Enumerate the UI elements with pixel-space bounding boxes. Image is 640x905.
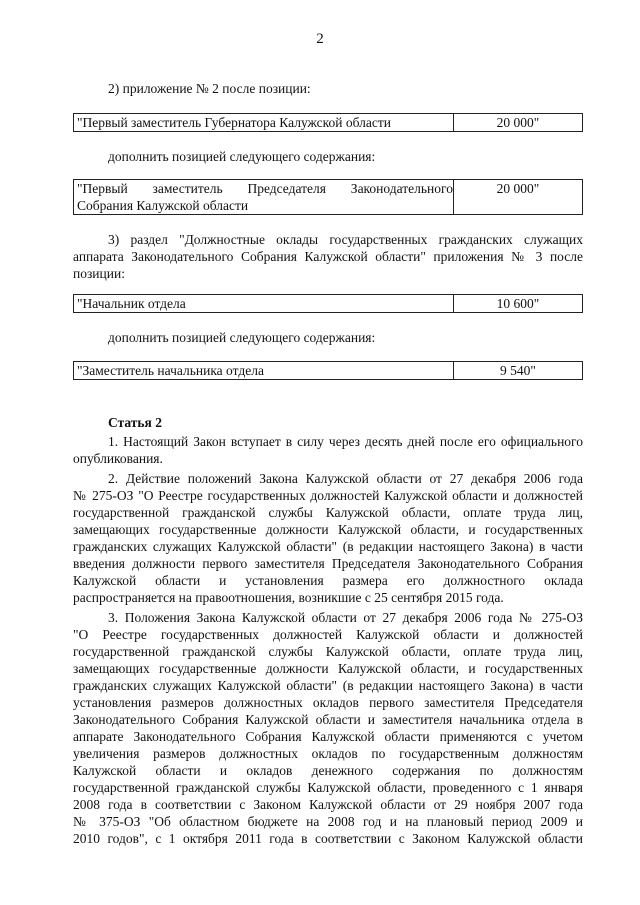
table-row: [74, 180, 583, 215]
paragraph-1-line: 1. Настоящий Закон вступает в силу через десять дней после его официального: [108, 434, 583, 449]
paragraph-2-line: замещающих государственные должности Калужской области, и государственных: [73, 522, 583, 537]
position-salary: 20 000": [454, 180, 583, 215]
table-row: [74, 114, 583, 132]
paragraph-3-line: 2008 года в соответствии с Законом Калужской области от 29 ноября 2007 года: [73, 797, 583, 812]
supplement-text-1: дополнить позицией следующего содержания:: [108, 149, 376, 164]
paragraph-2-line: распространяется на правоотношения, возникшие с 25 сентября 2015 года.: [73, 590, 504, 605]
page-number: 2: [316, 31, 324, 47]
table-row: [74, 295, 583, 313]
position-salary: 20 000": [454, 114, 583, 132]
position-salary: 10 600": [454, 295, 583, 313]
item-2-intro: 2) приложение № 2 после позиции:: [108, 81, 311, 96]
position-table-3: [73, 294, 583, 313]
position-table-4: [73, 361, 583, 380]
paragraph-3-line: "О Реестре государственных должностей Калужской области и должностей: [73, 627, 583, 642]
position-name-line: "Первый заместитель Председателя Законодательного: [77, 181, 453, 196]
position-salary: 9 540": [454, 362, 583, 380]
paragraph-3-line: увеличения размеров должностных окладов по государственным должностям: [73, 746, 583, 761]
paragraph-2-line: введения должности первого заместителя Председателя Законодательного Собрания: [73, 556, 583, 571]
paragraph-3-line: государственной гражданской службы Калужской области, проведенного с 1 января: [73, 780, 583, 795]
paragraph-3-line: 2010 годов", с 1 октября 2011 года в соответствии с Законом Калужской области: [73, 831, 583, 846]
table-row: [74, 362, 583, 380]
position-name: "Начальник отдела: [74, 295, 454, 313]
paragraph-2-line: гражданских служащих Калужской области" (в редакции настоящего Закона) в части: [73, 539, 583, 554]
item-3-line: 3) раздел "Должностные оклады государственных гражданских служащих: [108, 232, 583, 247]
paragraph-2-line: 2. Действие положений Закона Калужской области от 27 декабря 2006 года: [108, 471, 583, 486]
paragraph-2-line: Калужской области и установления размера его должностного оклада: [73, 573, 583, 588]
supplement-text-2: дополнить позицией следующего содержания:: [108, 330, 376, 345]
paragraph-3-line: установления размеров должностных окладов первого заместителя Председателя: [73, 695, 583, 710]
position-name: "Первый заместитель Губернатора Калужской области: [74, 114, 454, 132]
paragraph-3-line: № 375-ОЗ "Об областном бюджете на 2008 год и на плановый период 2009 и: [73, 814, 583, 829]
article-heading: Статья 2: [108, 415, 162, 430]
paragraph-3-line: гражданских служащих Калужской области" (в редакции настоящего Закона) в части: [73, 678, 583, 693]
paragraph-3-line: Законодательного Собрания Калужской области и заместителя начальника отдела в: [73, 712, 583, 727]
item-3-line: позиции:: [73, 266, 125, 281]
paragraph-2-line: государственной гражданской службы Калужской области, оплате труда лиц,: [73, 505, 583, 520]
position-name-line: Собрания Калужской области: [77, 198, 249, 213]
paragraph-3-line: 3. Положения Закона Калужской области от 27 декабря 2006 года № 275-ОЗ: [108, 610, 583, 625]
paragraph-3-line: аппарате Законодательного Собрания Калужской области применяются с учетом: [73, 729, 583, 744]
position-table-2: [73, 179, 583, 215]
position-name: "Заместитель начальника отдела: [74, 362, 454, 380]
paragraph-3-line: Калужской области и окладов денежного содержания по должностям: [73, 763, 583, 778]
paragraph-3-line: государственной гражданской службы Калужской области, оплате труда лиц,: [73, 644, 583, 659]
item-3-line: аппарата Законодательного Собрания Калужской области" приложения № 3 после: [73, 249, 583, 264]
paragraph-1-line: опубликования.: [73, 451, 163, 466]
paragraph-3-line: замещающих государственные должности Калужской области, и государственных: [73, 661, 583, 676]
paragraph-2-line: № 275-ОЗ "О Реестре государственных должностей Калужской области и должностей: [73, 488, 583, 503]
position-name: [74, 180, 454, 215]
position-table-1: [73, 113, 583, 132]
